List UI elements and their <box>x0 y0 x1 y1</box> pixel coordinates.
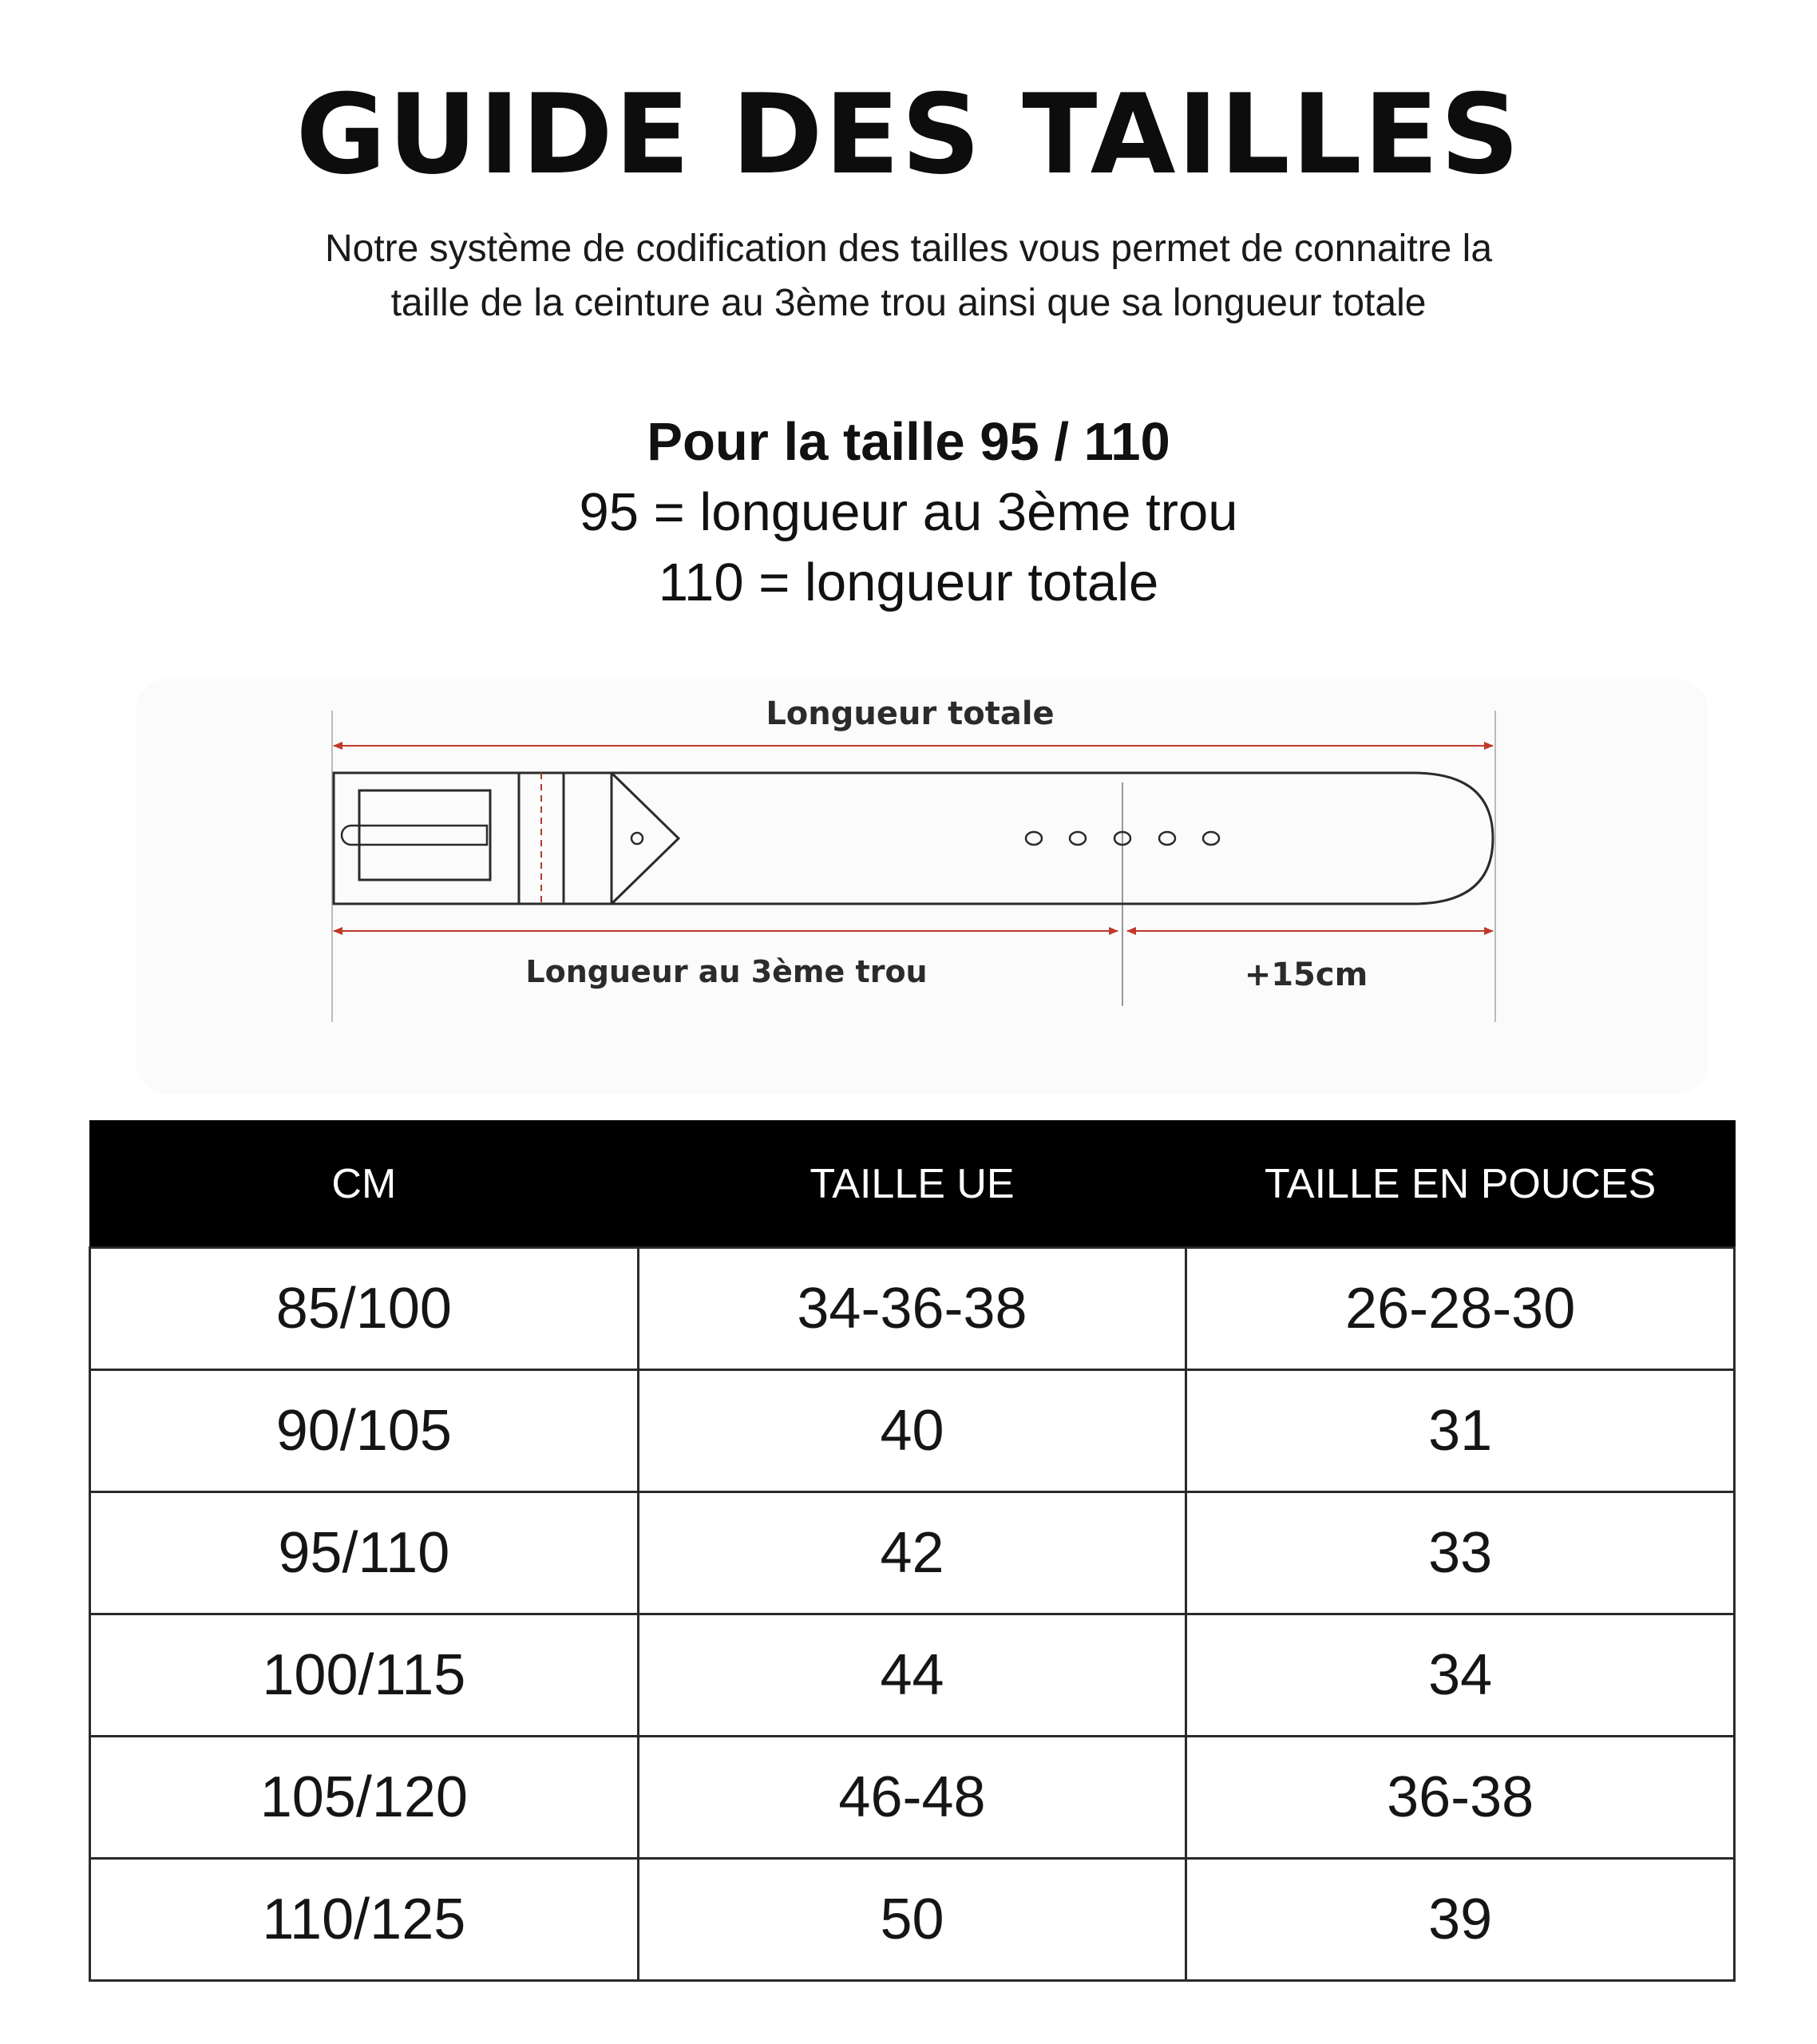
cell-cm: 100/115 <box>90 1614 639 1737</box>
cell-taille-pouces: 26-28-30 <box>1186 1248 1735 1370</box>
extra-length-label: +15cm <box>1244 957 1368 993</box>
buckle-plate <box>359 790 490 880</box>
cell-cm: 95/110 <box>90 1492 639 1614</box>
belt-diagram-drawing <box>136 679 1708 1094</box>
table-row <box>90 1248 1735 1370</box>
cell-taille-ue: 40 <box>638 1370 1186 1492</box>
cell-taille-pouces: 34 <box>1186 1614 1735 1737</box>
third-hole-label: Longueur au 3ème trou <box>525 954 928 989</box>
cell-taille-pouces: 36-38 <box>1186 1737 1735 1859</box>
table-row <box>90 1492 1735 1614</box>
page-title: GUIDE DES TAILLES <box>295 70 1522 199</box>
belt-hole-2 <box>1070 832 1086 845</box>
intro-text <box>0 222 1817 331</box>
intro-line-1: Notre système de codification des tailles vous permet de connaitre la <box>324 228 1493 270</box>
cell-taille-ue: 34-36-38 <box>638 1248 1186 1370</box>
cell-taille-ue: 44 <box>638 1614 1186 1737</box>
belt-hole-5 <box>1203 832 1219 845</box>
belt-tip-triangle <box>612 773 679 904</box>
example-heading: Pour la taille 95 / 110 <box>647 412 1170 472</box>
buckle-frame <box>334 773 612 904</box>
header-taille-pouces: TAILLE EN POUCES <box>1186 1121 1735 1248</box>
intro-line-2: taille de la ceinture au 3ème trou ainsi que sa longueur totale <box>390 282 1427 324</box>
example-line-2: 110 = longueur totale <box>658 553 1159 612</box>
header-taille-ue: TAILLE UE <box>638 1121 1186 1248</box>
table-row <box>90 1370 1735 1492</box>
size-example <box>0 407 1817 618</box>
belt-hole-4 <box>1159 832 1175 845</box>
cell-taille-ue: 42 <box>638 1492 1186 1614</box>
header-cm: CM <box>90 1121 639 1248</box>
cell-taille-pouces: 31 <box>1186 1370 1735 1492</box>
belt-strap <box>612 773 1493 904</box>
cell-cm: 105/120 <box>90 1737 639 1859</box>
cell-taille-ue: 50 <box>638 1859 1186 1981</box>
table-header-row <box>90 1121 1735 1248</box>
belt-diagram <box>136 679 1708 1094</box>
rivet-icon <box>631 833 643 844</box>
cell-taille-pouces: 39 <box>1186 1859 1735 1981</box>
belt-hole-1 <box>1026 832 1042 845</box>
table-row <box>90 1737 1735 1859</box>
example-line-1: 95 = longueur au 3ème trou <box>579 482 1238 542</box>
cell-cm: 85/100 <box>90 1248 639 1370</box>
cell-cm: 90/105 <box>90 1370 639 1492</box>
buckle-prong <box>342 826 487 845</box>
cell-cm: 110/125 <box>90 1859 639 1981</box>
cell-taille-ue: 46-48 <box>638 1737 1186 1859</box>
size-table <box>89 1120 1736 1982</box>
cell-taille-pouces: 33 <box>1186 1492 1735 1614</box>
total-length-label: Longueur totale <box>766 695 1055 732</box>
table-row <box>90 1614 1735 1737</box>
table-row <box>90 1859 1735 1981</box>
